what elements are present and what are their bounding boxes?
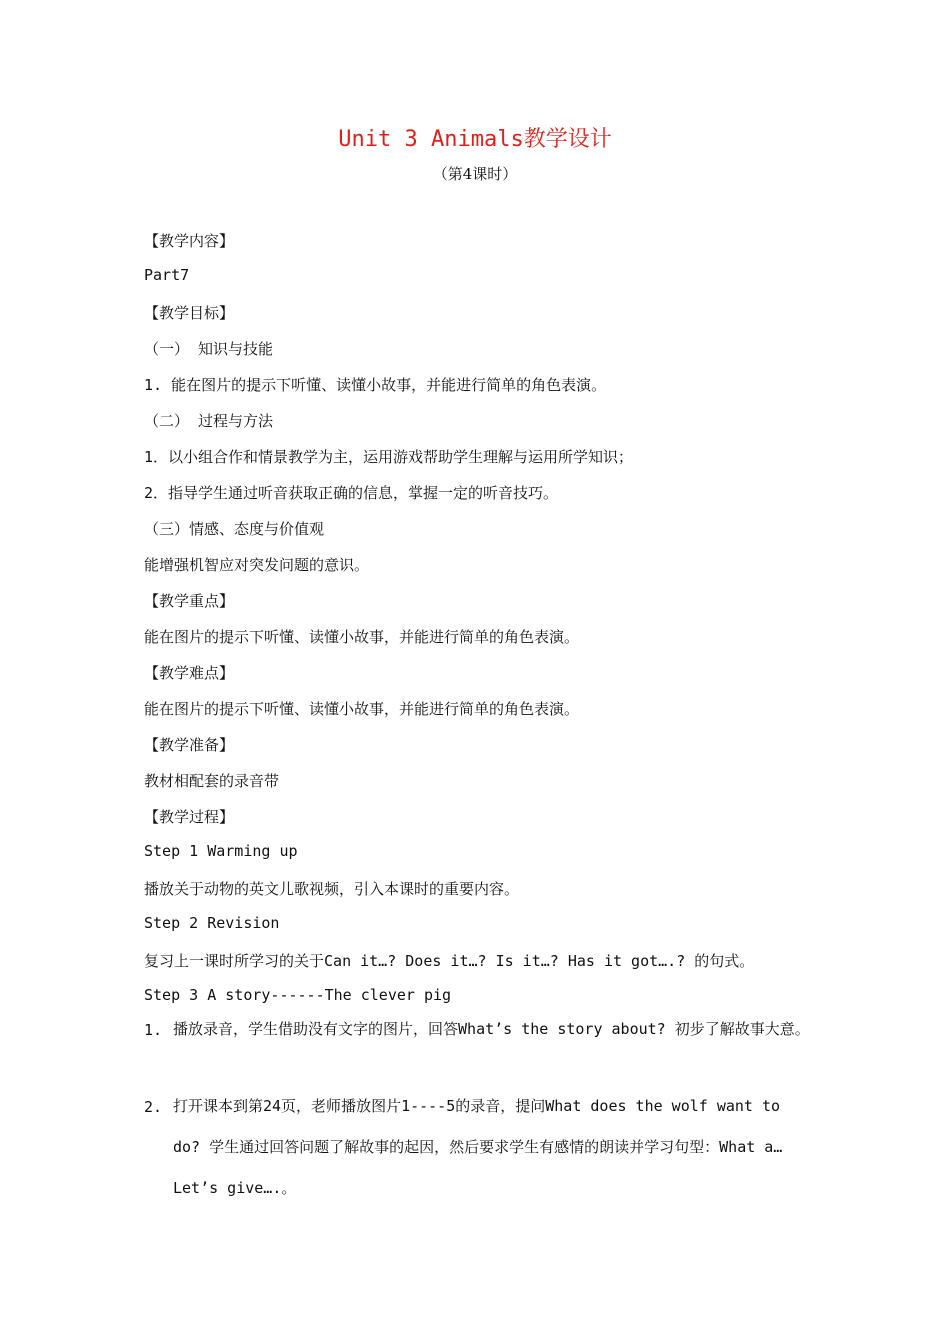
step-text: 复习上一课时所学习的关于Can it…? Does it…? Is it…? Has it got….? 的句式。 (144, 952, 755, 970)
objective-line: 能增强机智应对突发问题的意识。 (144, 556, 370, 574)
document-subtitle: （第4课时） (432, 165, 518, 183)
list-item (144, 1021, 810, 1050)
difficulties-text: 能在图片的提示下听懂、读懂小故事，并能进行简单的角色表演。 (144, 700, 580, 718)
subheading-knowledge: （一） 知识与技能 (144, 340, 274, 358)
list-item (144, 1098, 810, 1209)
section-heading-content: 【教学内容】 (144, 232, 235, 250)
section-heading-preparation: 【教学准备】 (144, 736, 235, 754)
preparation-text: 教材相配套的录音带 (144, 772, 280, 790)
list-item-text: 播放录音，学生借助没有文字的图片，回答What’s the story about? 初步了解故事大意。 (173, 1020, 810, 1038)
section-heading-procedure: 【教学过程】 (144, 808, 235, 826)
step-heading: Step 2 Revision (144, 914, 280, 932)
subheading-process: （二） 过程与方法 (144, 412, 274, 430)
objective-line: 1．以小组合作和情景教学为主，运用游戏帮助学生理解与运用所学知识； (144, 448, 634, 466)
content-text: Part7 (144, 266, 190, 284)
subheading-emotion: （三）情感、态度与价值观 (144, 520, 325, 538)
list-item-text: 打开课本到第24页，老师播放图片1----5的录音，提问What does the wolf want to do? 学生通过回答问题了解故事的起因，然后要求学生有感情的朗读并学习句型：What a…Let’s give….。 (173, 1097, 783, 1197)
section-heading-key-points: 【教学重点】 (144, 592, 235, 610)
step-heading: Step 1 Warming up (144, 842, 298, 860)
objective-line: 2．指导学生通过听音获取正确的信息，掌握一定的听音技巧。 (144, 484, 559, 502)
document-title: Unit 3 Animals教学设计 (338, 127, 612, 152)
key-points-text: 能在图片的提示下听懂、读懂小故事，并能进行简单的角色表演。 (144, 628, 580, 646)
section-heading-objectives: 【教学目标】 (144, 304, 235, 322)
list-item-number: 2. (144, 1098, 163, 1116)
step-heading: Step 3 A story------The clever pig (144, 986, 452, 1004)
objective-line: 1. 能在图片的提示下听懂、读懂小故事，并能进行简单的角色表演。 (144, 376, 607, 394)
list-item-number: 1. (144, 1021, 163, 1039)
section-heading-difficulties: 【教学难点】 (144, 664, 235, 682)
step-text: 播放关于动物的英文儿歌视频，引入本课时的重要内容。 (144, 880, 520, 898)
